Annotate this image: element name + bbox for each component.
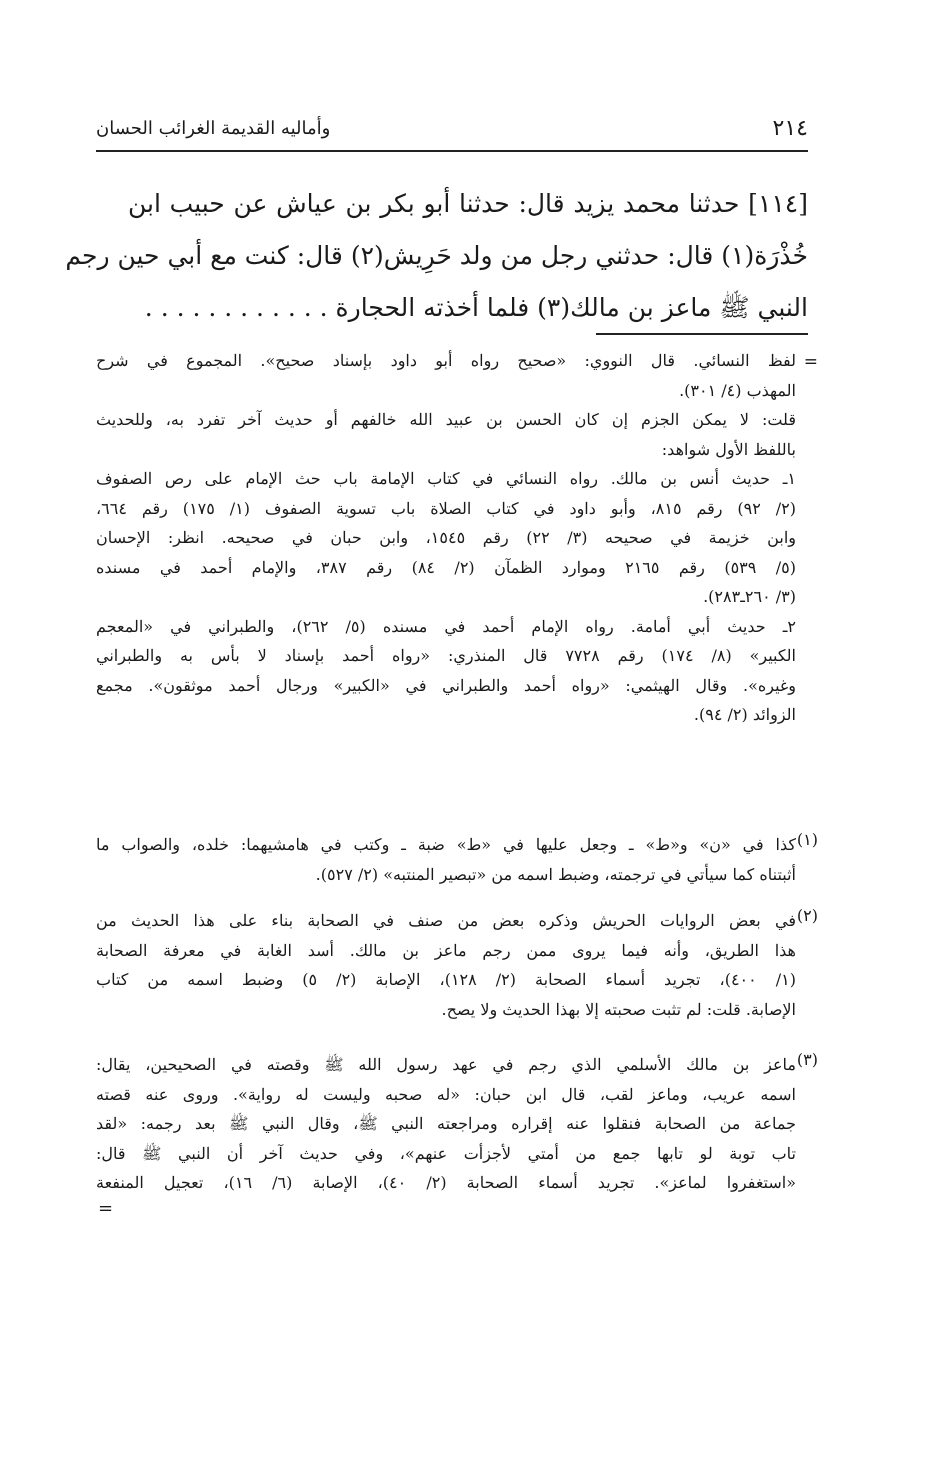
- note-line: باللفظ الأول شواهد:: [661, 439, 796, 459]
- footnote-line: تاب توبة لو تابها جمع من أمتي لأجزأت عنهم»، وفي حديث آخر أن النبي ﷺ قال:: [96, 1143, 797, 1163]
- note-line: قلت: لا يمكن الجزم إن كان الحسن بن عبيد الله خالفهم أو حديث آخر تفرد به، وللحديث: [96, 410, 796, 429]
- footnote-line: هذا الطريق، وأنه فيما يروى ممن رجم ماعز بن مالك. أسد الغابة في معرفة الصحابة: [96, 940, 796, 960]
- footnote-line: الإصابة. قلت: لم تثبت صحبته إلا بهذا الحديث ولا يصح.: [441, 999, 796, 1019]
- running-title: وأماليه القديمة الغرائب الحسان: [96, 118, 331, 139]
- note-line: الزوائد (٢/ ٩٤).: [693, 705, 796, 724]
- footnote-3: [96, 1050, 796, 1198]
- note-line: وغيره». وقال الهيثمي: «رواه أحمد والطبراني في «الكبير» ورجال أحمد موثقون». مجمع: [96, 675, 796, 695]
- footnote-line: «استغفروا لماعز». تجريد أسماء الصحابة (٢/ ٤٠)، الإصابة (٦/ ١٦)، تعجيل المنفعة: [96, 1173, 796, 1192]
- note-line: لفظ النسائي. قال النووي: «صحيح رواه أبو داود بإسناد صحيح». المجموع في شرح: [96, 351, 796, 370]
- footnote-line: كذا في «ن» و«ط» ـ وجعل عليها في «ط» ضبة ـ وكتب في هامشيهما: خلده، والصواب ما: [96, 835, 796, 854]
- main-text: [65, 178, 808, 334]
- footnote-line: جماعة من الصحابة فنقلوا عنه إقراره ومراجعته النبي ﷺ، وقال النبي ﷺ بعد رجمه: «لقد: [96, 1114, 796, 1133]
- footnote-marker-1: (١): [796, 830, 818, 849]
- note-line: ٢ـ حديث أبي أمامة. رواه الإمام أحمد في مسنده (٥/ ٢٦٢)، والطبراني في «المعجم: [96, 616, 797, 636]
- page-number: ٢١٤: [772, 116, 808, 141]
- end-continuation-mark: =: [98, 1198, 114, 1219]
- page-header: [96, 116, 808, 146]
- footnote-marker-3: (٣): [796, 1050, 818, 1069]
- footnote-2: [96, 906, 796, 1024]
- footnote-marker-2: (٢): [796, 906, 818, 925]
- footnote-line: أثبتناه كما سيأتي في ترجمته، وضبط اسمه من «تبصير المنتبه» (٢/ ٥٢٧).: [315, 864, 796, 884]
- main-text-line: خُذْرَة(١) قال: حدثني رجل من ولد حَرِيش(٢) قال: كنت مع أبي حين رجم: [65, 241, 808, 270]
- note-line: (٥/ ٥٣٩) رقم ٢١٦٥ وموارد الظمآن (٢/ ٨٤) رقم ٣٨٧، والإمام أحمد في مسنده: [96, 557, 797, 577]
- footnote-line: في بعض الروايات الحريش وذكره بعض من صنف في الصحابة بناء على هذا الحديث من: [96, 911, 796, 930]
- continuation-mark: =: [803, 352, 818, 372]
- note-line: الكبير» (٨/ ١٧٤) رقم ٧٧٢٨ قال المنذري: «رواه أحمد بإسناد لا بأس به والطبراني: [96, 646, 797, 665]
- note-line: المهذب (٤/ ٣٠١).: [679, 380, 796, 400]
- footnote-line: ماعز بن مالك الأسلمي الذي رجم في عهد رسول الله ﷺ وقصته في الصحيحين، يقال:: [96, 1055, 796, 1074]
- footnote-line: (١/ ٤٠٠)، تجريد أسماء الصحابة (٢/ ١٢٨)، الإصابة (٢/ ٥) وضبط اسمه من كتاب: [96, 970, 797, 989]
- note-line: (٢/ ٩٢) رقم ٨١٥، وأبو داود في كتاب الصلاة باب تسوية الصفوف (١/ ١٧٥) رقم ٦٦٤،: [96, 498, 797, 518]
- footnote-separator: [596, 333, 808, 335]
- footnote-line: اسمه عريب، وماعز لقب، قال ابن حبان: «له صحبه وليست له رواية». وروى عنه قصته: [96, 1084, 796, 1104]
- main-text-line: النبي ﷺ ماعز بن مالك(٣) فلما أخذته الحجارة . . . . . . . . . . . .: [144, 293, 808, 322]
- note-line: ١ـ حديث أنس بن مالك. رواه النسائي في كتاب الإمامة باب حث الإمام على رص الصفوف: [96, 469, 796, 488]
- note-line: (٣/ ٢٦٠ـ٢٨٣).: [703, 587, 796, 606]
- header-rule: [96, 150, 808, 152]
- note-line: وابن خزيمة في صحيحه (٣/ ٢٢) رقم ١٥٤٥، وابن حبان في صحيحه. انظر: الإحسان: [96, 528, 796, 547]
- continued-note: [96, 346, 796, 730]
- footnote-1: [96, 830, 796, 889]
- main-text-line: [١١٤] حدثنا محمد يزيد قال: حدثنا أبو بكر بن عياش عن حبيب ابن: [128, 189, 808, 218]
